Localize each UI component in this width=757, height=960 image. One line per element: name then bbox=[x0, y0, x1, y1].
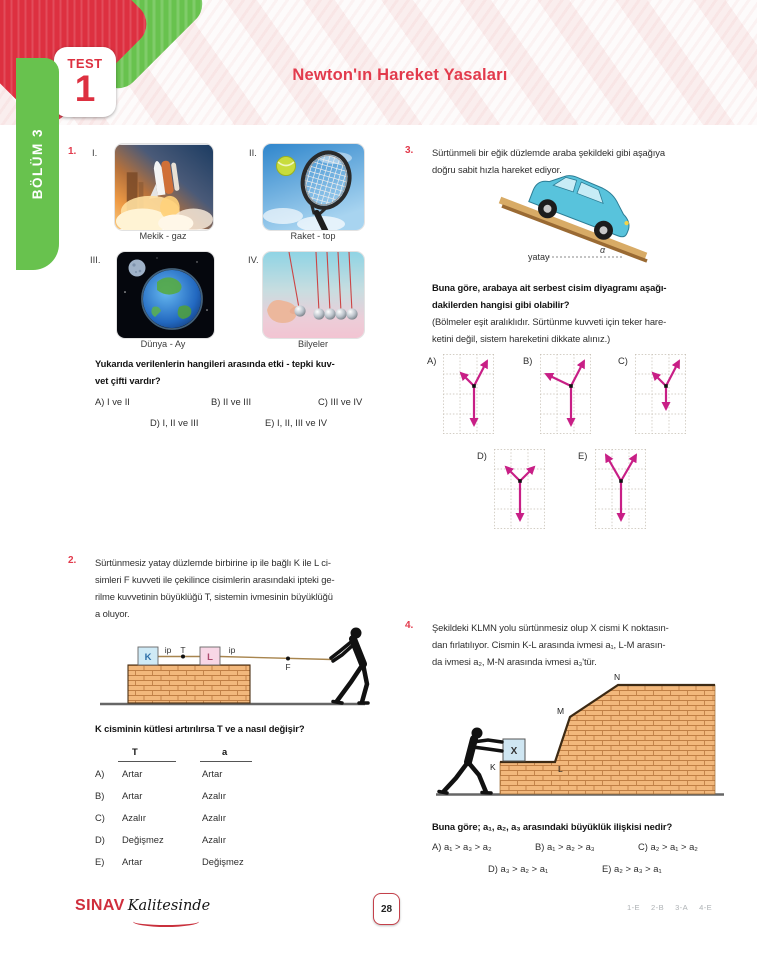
q3-question-line2: dakilerden hangisi gibi olabilir? bbox=[432, 299, 570, 310]
test-label: TEST bbox=[67, 56, 103, 71]
section-tab-label: BÖLÜM 3 bbox=[30, 128, 45, 200]
q2-table-header-a: a bbox=[222, 746, 228, 757]
q4-label-m: M bbox=[557, 706, 565, 716]
q2-row-b-label: B) bbox=[95, 790, 105, 801]
answer-key bbox=[627, 903, 712, 912]
q2-label-t: T bbox=[180, 645, 186, 655]
q4-figure-klmn-ramp bbox=[428, 670, 730, 805]
answer-key-3: 3-A bbox=[675, 903, 689, 912]
publisher-logo-script: Kalitesinde bbox=[127, 898, 211, 914]
q2-label-l: L bbox=[207, 652, 213, 663]
q2-row-a-label: A) bbox=[95, 768, 105, 779]
q4-text-line1: Şekildeki KLMN yolu sürtünmesiz olup X cismi K noktasın- bbox=[432, 622, 669, 633]
q1-item3-caption: Dünya - Ay bbox=[140, 339, 186, 349]
q1-item2-numeral: II. bbox=[249, 147, 257, 158]
q2-text-line3: rilme kuvvetinin büyüklüğü T, sistemin ivmesinin büyüklüğü bbox=[95, 591, 333, 602]
q2-row-c-t: Azalır bbox=[122, 812, 146, 823]
page-title: Newton'ın Hareket Yasaları bbox=[292, 66, 508, 84]
q4-label-k: K bbox=[490, 762, 496, 772]
q4-label-l: L bbox=[558, 764, 563, 774]
q3-question-line1: Buna göre, arabaya ait serbest cisim diyagramı aşağı- bbox=[432, 282, 667, 293]
q3-diagram-d bbox=[494, 449, 545, 534]
q4-option-a: A) a₁ > a₃ > a₂ bbox=[432, 841, 492, 852]
newtons-cradle-image bbox=[262, 251, 365, 339]
q3-diagram-e bbox=[595, 449, 646, 534]
q2-table-underline-a bbox=[200, 761, 252, 762]
q2-row-e-a: Değişmez bbox=[202, 856, 244, 867]
q1-option-d: D) I, II ve III bbox=[150, 417, 199, 428]
q2-row-b-t: Artar bbox=[122, 790, 143, 801]
q2-row-d-t: Değişmez bbox=[122, 834, 164, 845]
q2-figure-rope-pull bbox=[80, 620, 380, 713]
q3-diagram-e-label: E) bbox=[578, 450, 588, 461]
test-number-badge bbox=[54, 47, 116, 117]
q4-option-d: D) a₃ > a₂ > a₁ bbox=[488, 863, 549, 874]
test-number: 1 bbox=[74, 68, 96, 109]
q2-table-underline-t bbox=[118, 761, 176, 762]
q1-number: 1. bbox=[68, 146, 77, 157]
q2-row-c-label: C) bbox=[95, 812, 105, 823]
pushing-man-silhouette bbox=[439, 728, 502, 794]
page-number-badge bbox=[373, 893, 400, 925]
q3-text-line2: doğru sabit hızla hareket ediyor. bbox=[432, 164, 562, 175]
q3-diagram-c bbox=[635, 354, 686, 439]
logo-swoosh bbox=[133, 916, 199, 927]
q4-label-n: N bbox=[614, 672, 621, 682]
q2-row-d-a: Azalır bbox=[202, 834, 226, 845]
q2-row-b-a: Azalır bbox=[202, 790, 226, 801]
q3-diagram-d-label: D) bbox=[477, 450, 487, 461]
q4-option-c: C) a₂ > a₁ > a₂ bbox=[638, 841, 698, 852]
q1-option-c: C) III ve IV bbox=[318, 396, 363, 407]
publisher-logo bbox=[75, 897, 210, 915]
page-number: 28 bbox=[380, 903, 393, 915]
q4-option-e: E) a₂ > a₃ > a₁ bbox=[602, 863, 662, 874]
earth-moon-image bbox=[116, 251, 215, 339]
q2-row-d-label: D) bbox=[95, 834, 105, 845]
q4-option-b: B) a₁ > a₂ > a₃ bbox=[535, 841, 595, 852]
q4-question: Buna göre; a₁, a₂, a₃ arasındaki büyüklük ilişkisi nedir? bbox=[432, 821, 673, 832]
pulling-man-silhouette bbox=[331, 628, 368, 704]
q2-row-a-a: Artar bbox=[202, 768, 223, 779]
q4-number: 4. bbox=[405, 620, 414, 631]
q1-item2-caption: Raket - top bbox=[290, 231, 336, 241]
q2-row-a-t: Artar bbox=[122, 768, 143, 779]
q2-question: K cisminin kütlesi artırılırsa T ve a nasıl değişir? bbox=[95, 723, 305, 734]
q3-figure-car-incline bbox=[428, 172, 728, 277]
q3-diagram-a bbox=[443, 354, 494, 439]
q3-note-line1: (Bölmeler eşit aralıklıdır. Sürtünme kuvveti için teker hare- bbox=[432, 316, 667, 327]
q1-item4-numeral: IV. bbox=[248, 254, 259, 265]
tennis-racket-image bbox=[262, 143, 365, 231]
answer-key-4: 4-E bbox=[699, 903, 713, 912]
q2-text-line4: a oluyor. bbox=[95, 608, 130, 619]
q2-row-e-t: Artar bbox=[122, 856, 143, 867]
q3-label-yatay: yatay bbox=[528, 252, 550, 262]
q3-note-line2: ketini değil, sistem hareketini dikkate alınız.) bbox=[432, 333, 611, 344]
q2-label-f: F bbox=[285, 662, 291, 672]
q4-label-x: X bbox=[510, 746, 518, 757]
q1-item1-caption: Mekik - gaz bbox=[139, 231, 187, 241]
answer-key-2: 2-B bbox=[651, 903, 665, 912]
shuttle-launch-image bbox=[114, 143, 214, 231]
q2-label-ip2: ip bbox=[228, 645, 236, 655]
q4-text-line2: dan fırlatılıyor. Cismin K-L arasında ivmesi a₁, L-M arasın- bbox=[432, 639, 666, 650]
q3-diagram-b-label: B) bbox=[523, 355, 533, 366]
q1-item4-caption: Bilyeler bbox=[297, 339, 329, 349]
q2-row-c-a: Azalır bbox=[202, 812, 226, 823]
q3-text-line1: Sürtünmeli bir eğik düzlemde araba şekildeki gibi aşağıya bbox=[432, 147, 665, 158]
q2-text-line1: Sürtünmesiz yatay düzlemde birbirine ip ile bağlı K ile L ci- bbox=[95, 557, 331, 568]
q3-number: 3. bbox=[405, 145, 414, 156]
q1-question-line2: vet çifti vardır? bbox=[95, 375, 161, 386]
q2-number: 2. bbox=[68, 555, 77, 566]
q2-row-e-label: E) bbox=[95, 856, 105, 867]
q3-diagram-c-label: C) bbox=[618, 355, 628, 366]
q4-text-line3: da ivmesi a₂, M-N arasında ivmesi a₃'tür. bbox=[432, 656, 597, 667]
section-tab bbox=[16, 58, 59, 270]
q1-option-b: B) II ve III bbox=[211, 396, 252, 407]
q2-table-header-t: T bbox=[132, 746, 138, 757]
q2-label-k: K bbox=[144, 652, 152, 663]
q1-item1-numeral: I. bbox=[92, 147, 98, 158]
q3-label-alpha: α bbox=[600, 245, 606, 255]
q1-option-e: E) I, II, III ve IV bbox=[265, 417, 327, 428]
q1-item3-numeral: III. bbox=[90, 254, 101, 265]
answer-key-1: 1-E bbox=[627, 903, 641, 912]
q3-diagram-a-label: A) bbox=[427, 355, 437, 366]
q2-text-line2: simleri F kuvveti ile çekilince cisimlerin arasındaki ipteki ge- bbox=[95, 574, 335, 585]
q1-question-line1: Yukarıda verilenlerin hangileri arasında etki - tepki kuv- bbox=[95, 358, 335, 369]
q2-label-ip1: ip bbox=[164, 645, 172, 655]
q1-option-a: A) I ve II bbox=[95, 396, 130, 407]
q3-diagram-b bbox=[540, 354, 591, 439]
publisher-logo-main: SINAV bbox=[75, 897, 125, 914]
